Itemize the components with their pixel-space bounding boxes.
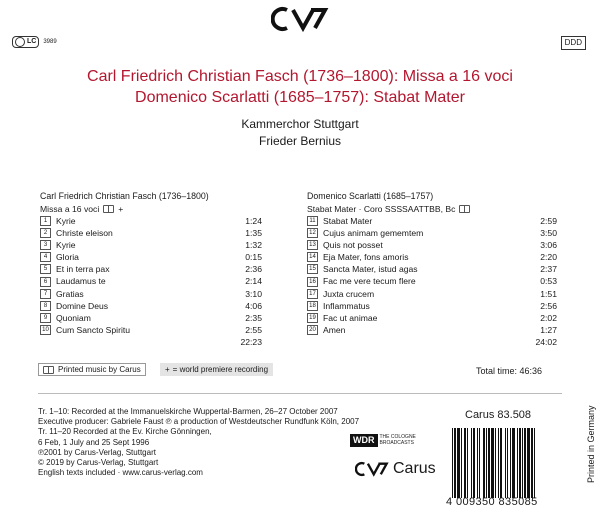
track-row	[40, 324, 262, 336]
title-fasch: Carl Friedrich Christian Fasch (1736–1800): Missa a 16 voci	[87, 68, 513, 85]
track-duration: 3:06	[540, 240, 557, 251]
fasch-dates: (1736–1800)	[158, 191, 209, 201]
track-title: Eja Mater, fons amoris	[323, 252, 409, 263]
track-row	[40, 263, 262, 275]
credit-line: ℗2001 by Carus-Verlag, Stuttgart	[38, 447, 156, 457]
track-duration: 2:36	[245, 264, 262, 275]
legend-premiere-label: = world premiere recording	[172, 365, 269, 374]
track-row	[307, 300, 557, 312]
track-title: Cum Sancto Spiritu	[56, 324, 131, 335]
track-number: 11	[307, 216, 318, 226]
wdr-line1: THE COLOGNE	[379, 434, 416, 440]
track-row	[307, 324, 557, 336]
carus-brand-name: Carus	[393, 460, 436, 477]
credit-line: English texts included · www.carus-verlag.com	[38, 468, 203, 478]
barcode-bar	[507, 428, 508, 498]
barcode	[450, 428, 574, 498]
legend-printed-label: Printed music by Carus	[58, 365, 141, 374]
barcode-bar	[495, 428, 496, 498]
barcode-bar	[524, 428, 526, 498]
track-title: Fac ut animae	[323, 312, 378, 323]
track-title: Domine Deus	[56, 300, 109, 311]
scarlatti-composer: Domenico Scarlatti	[307, 191, 381, 201]
total-time: Total time: 46:36	[476, 366, 543, 376]
credit-line: 6 Feb, 1 July and 25 Sept 1996	[38, 437, 150, 447]
track-number: 6	[40, 277, 51, 287]
credit-line: Executive producer: Gabriele Faust ℗ a production of Westdeutscher Rundfunk Köln, 2007	[38, 417, 360, 427]
track-duration: 2:35	[245, 312, 262, 323]
track-duration: 1:32	[245, 240, 262, 251]
track-title: Kyrie	[56, 215, 76, 226]
track-duration: 0:53	[540, 276, 557, 287]
barcode-bar	[498, 428, 499, 498]
track-title: Quoniam	[56, 312, 91, 323]
track-duration: 2:20	[540, 252, 557, 263]
track-duration: 1:35	[245, 228, 262, 239]
barcode-bar	[488, 428, 490, 498]
barcode-bar	[464, 428, 466, 498]
track-title: Amen	[323, 324, 346, 335]
track-number: 12	[307, 228, 318, 238]
lc-label: LC	[27, 38, 37, 45]
wdr-line2: BROADCASTS	[379, 439, 414, 446]
fasch-total: 22:23	[240, 336, 262, 347]
barcode-bar	[510, 428, 511, 498]
track-duration: 1:24	[245, 215, 262, 226]
track-title: Et in terra pax	[56, 264, 110, 275]
track-duration: 1:51	[540, 288, 557, 299]
format-badge: DDD	[561, 36, 586, 50]
track-title: Kyrie	[56, 240, 76, 251]
scarlatti-work-title: Stabat Mater · Coro SSSSAATTBB, Bc	[307, 203, 456, 214]
fasch-heading	[40, 190, 262, 203]
track-number: 3	[40, 240, 51, 250]
book-icon	[103, 205, 114, 213]
barcode-bar	[457, 428, 460, 498]
barcode-bar	[522, 428, 523, 498]
track-row	[40, 288, 262, 300]
book-icon	[459, 205, 470, 213]
track-row	[307, 239, 557, 251]
barcode-digits: 4 009350 835085	[446, 496, 538, 508]
barcode-bar	[454, 428, 456, 498]
track-row	[40, 312, 262, 324]
wdr-logo-text: WDR	[350, 434, 378, 447]
track-number: 10	[40, 325, 51, 335]
track-row	[307, 227, 557, 239]
scarlatti-heading	[307, 190, 557, 203]
label-code-badge	[12, 36, 57, 48]
track-duration: 1:27	[540, 324, 557, 335]
scarlatti-dates: (1685–1757)	[383, 191, 434, 201]
barcode-bar	[461, 428, 462, 498]
fasch-work-title: Missa a 16 voci	[40, 203, 100, 214]
track-duration: 0:15	[245, 252, 262, 263]
barcode-bar	[531, 428, 533, 498]
track-number: 13	[307, 240, 318, 250]
track-number: 5	[40, 264, 51, 274]
track-row	[40, 227, 262, 239]
track-duration: 2:56	[540, 300, 557, 311]
book-icon	[43, 366, 54, 374]
track-duration: 2:02	[540, 312, 557, 323]
divider	[38, 393, 562, 394]
track-number: 20	[307, 325, 318, 335]
choir-name: Kammerchor Stuttgart	[241, 117, 359, 131]
track-number: 16	[307, 277, 318, 287]
barcode-bar	[486, 428, 487, 498]
track-title: Cujus animam gememtem	[323, 228, 424, 239]
barcode-bar	[512, 428, 515, 498]
track-title: Fac me vere tecum flere	[323, 276, 416, 287]
track-number: 15	[307, 264, 318, 274]
barcode-bar	[534, 428, 535, 498]
legend-world-premiere	[160, 363, 273, 376]
track-row	[40, 215, 262, 227]
track-row	[307, 215, 557, 227]
barcode-bar	[477, 428, 478, 498]
barcode-bar	[519, 428, 521, 498]
premiere-plus: +	[118, 203, 124, 214]
track-row	[40, 251, 262, 263]
credit-line: © 2019 by Carus-Verlag, Stuttgart	[38, 458, 159, 468]
track-number: 18	[307, 301, 318, 311]
barcode-bar	[473, 428, 475, 498]
track-duration: 2:59	[540, 215, 557, 226]
track-title: Inflammatus	[323, 300, 370, 311]
track-number: 2	[40, 228, 51, 238]
barcode-bar	[467, 428, 468, 498]
track-row	[40, 239, 262, 251]
track-title: Gloria	[56, 252, 79, 263]
barcode-bar	[505, 428, 506, 498]
track-title: Laudamus te	[56, 276, 106, 287]
carus-logo-icon	[355, 461, 389, 477]
track-title: Juxta crucem	[323, 288, 375, 299]
track-number: 8	[40, 301, 51, 311]
track-number: 19	[307, 313, 318, 323]
barcode-bar	[483, 428, 485, 498]
catalog-number: Carus 83.508	[465, 409, 532, 421]
track-row	[40, 275, 262, 287]
lc-circle-icon	[15, 37, 25, 47]
barcode-bar	[471, 428, 472, 498]
track-title: Gratias	[56, 288, 84, 299]
legend-plus: +	[165, 365, 170, 374]
track-duration: 2:37	[540, 264, 557, 275]
track-duration: 4:06	[245, 300, 262, 311]
conductor-name: Frieder Bernius	[258, 134, 342, 148]
track-row	[307, 275, 557, 287]
fasch-tracklist	[40, 190, 262, 348]
track-duration: 3:10	[245, 288, 262, 299]
track-duration: 3:50	[540, 228, 557, 239]
track-row	[307, 263, 557, 275]
barcode-bar	[527, 428, 530, 498]
lc-number: 3989	[43, 39, 57, 45]
carus-logo-icon	[271, 6, 329, 32]
track-number: 9	[40, 313, 51, 323]
credit-line: Tr. 11–20 Recorded at the Ev. Kirche Gönningen,	[38, 427, 212, 437]
track-title: Sancta Mater, istud agas	[323, 264, 418, 275]
barcode-bar	[452, 428, 453, 498]
printed-in-germany: Printed in Germany	[586, 405, 596, 483]
legend-printed-music	[38, 363, 146, 376]
track-row	[307, 312, 557, 324]
track-duration: 2:55	[245, 324, 262, 335]
scarlatti-total: 24:02	[535, 336, 557, 347]
track-title: Quis not posset	[323, 240, 383, 251]
track-number: 1	[40, 216, 51, 226]
wdr-logo	[350, 434, 416, 447]
barcode-bar	[491, 428, 494, 498]
track-duration: 2:14	[245, 276, 262, 287]
track-number: 17	[307, 289, 318, 299]
carus-brand	[355, 460, 436, 478]
credit-line: Tr. 1–10: Recorded at the Immanuelskirche Wuppertal-Barmen, 26–27 October 2007	[38, 407, 338, 416]
barcode-bar	[500, 428, 502, 498]
track-number: 4	[40, 252, 51, 262]
scarlatti-work	[307, 203, 557, 215]
track-row	[307, 288, 557, 300]
barcode-bar	[517, 428, 518, 498]
track-title: Christe eleison	[56, 228, 113, 239]
track-row	[307, 251, 557, 263]
track-number: 14	[307, 252, 318, 262]
fasch-composer: Carl Friedrich Christian Fasch	[40, 191, 157, 201]
barcode-bar	[479, 428, 480, 498]
scarlatti-tracklist	[307, 190, 557, 348]
track-row	[40, 300, 262, 312]
track-number: 7	[40, 289, 51, 299]
title-scarlatti: Domenico Scarlatti (1685–1757): Stabat Mater	[135, 89, 465, 106]
fasch-work	[40, 203, 262, 215]
track-title: Stabat Mater	[323, 215, 373, 226]
